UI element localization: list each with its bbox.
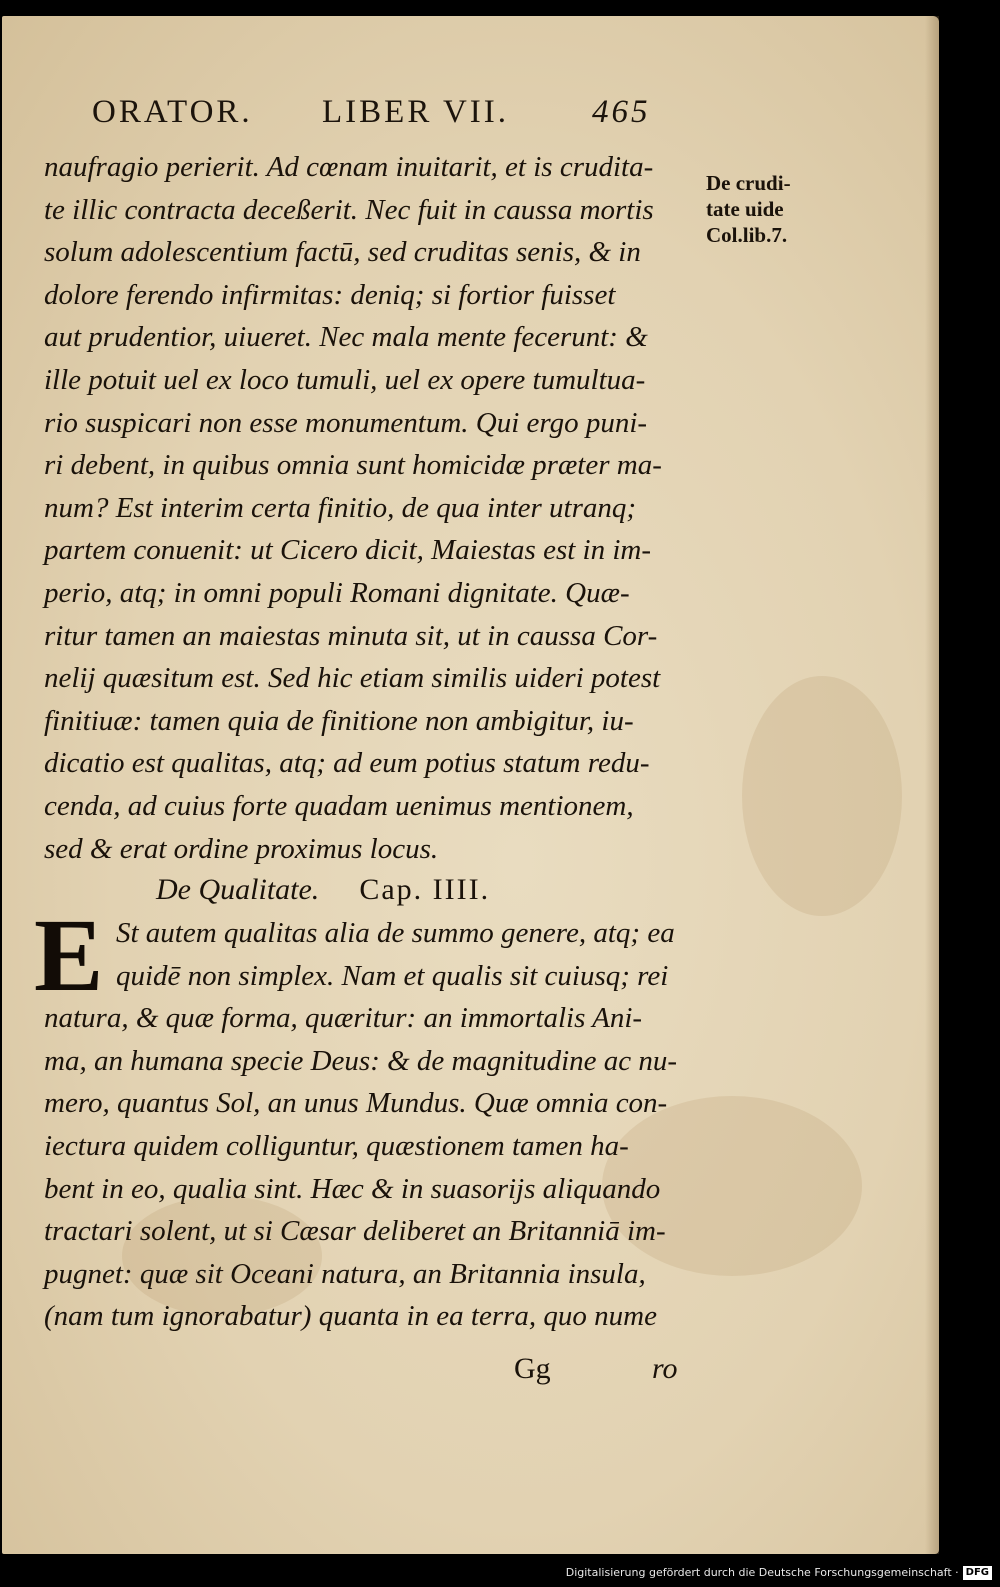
page-edge-shadow (925, 16, 939, 1554)
margin-note-line: De crudi- (706, 171, 791, 195)
text-line: cenda, ad cuius forte quadam uenimus mentionem, (44, 789, 634, 822)
paper-stain (742, 676, 902, 916)
text-line: sed & erat ordine proximus locus. (44, 832, 439, 865)
text-line: ille potuit uel ex loco tumuli, uel ex opere tumultua- (44, 363, 646, 396)
chapter-title: De Qualitate. (156, 873, 320, 906)
footer-text: Digitalisierung gefördert durch die Deutsche Forschungsgemeinschaft · (565, 1566, 959, 1579)
margin-note-line: Col.lib.7. (706, 223, 788, 247)
text-line: dolore ferendo infirmitas: deniq; si fortior fuisset (44, 278, 616, 311)
margin-note (706, 170, 826, 248)
text-line: ri debent, in quibus omnia sunt homicidæ præter ma- (44, 449, 662, 482)
catchword: ro (652, 1352, 678, 1385)
text-line: partem conuenit: ut Cicero dicit, Maiestas est in im- (44, 534, 652, 567)
text-line: perio, atq; in omni populi Romani dignitate. Quæ- (44, 576, 630, 609)
margin-note-line: tate uide (706, 197, 784, 221)
text-line: aut prudentior, uiueret. Nec mala mente fecerunt: & (44, 321, 648, 354)
running-header (92, 94, 692, 140)
running-header-center: LIBER VII. (322, 94, 510, 130)
drop-cap: E (34, 898, 104, 1013)
text-line: bent in eo, qualia sint. Hæc & in suasorijs aliquando (44, 1172, 661, 1205)
text-line: num? Est interim certa finitio, de qua inter utranq; (44, 491, 637, 524)
text-line: te illic contracta deceßerit. Nec fuit in caussa mortis (44, 193, 654, 226)
text-line: mero, quantus Sol, an unus Mundus. Quæ omnia con- (44, 1087, 668, 1120)
text-line: St autem qualitas alia de summo genere, atq; ea (116, 917, 675, 949)
digitization-footer (566, 1563, 992, 1583)
section-text (44, 912, 709, 1338)
text-line: nelij quæsitum est. Sed hic etiam similis uideri potest (44, 662, 661, 695)
text-line: quidē non simplex. Nam et qualis sit cuiusq; rei (116, 959, 669, 992)
text-line: solum adolescentium factū, sed cruditas senis, & in (44, 236, 641, 269)
text-line: iectura quidem colliguntur, quæstionem tamen ha- (44, 1129, 629, 1162)
text-line: dicatio est qualitas, atq; ad eum potius statum redu- (44, 747, 650, 780)
text-line: rio suspicari non esse monumentum. Qui ergo puni- (44, 406, 648, 439)
text-line: ritur tamen an maiestas minuta sit, ut in caussa Cor- (44, 619, 658, 652)
chapter-heading (156, 868, 490, 912)
text-line: ma, an humana specie Deus: & de magnitudine ac nu- (44, 1044, 678, 1077)
running-header-left: ORATOR. (92, 94, 253, 130)
page-number: 465 (592, 94, 651, 130)
signature-mark: Gg (514, 1352, 551, 1385)
text-line: finitiuæ: tamen quia de finitione non ambigitur, iu- (44, 704, 634, 737)
text-line: naufragio perierit. Ad cœnam inuitarit, et is crudita- (44, 151, 654, 183)
chapter-number: Cap. IIII. (359, 873, 491, 906)
text-line: natura, & quæ forma, quæritur: an immortalis Ani- (44, 1002, 643, 1035)
body-text (44, 146, 709, 870)
text-line: pugnet: quæ sit Oceani natura, an Britannia insula, (44, 1257, 646, 1290)
dfg-logo-icon: DFG (963, 1566, 992, 1580)
text-line: tractari solent, ut si Cæsar deliberet an Britanniā im- (44, 1215, 666, 1248)
text-line: (nam tum ignorabatur) quanta in ea terra, quo nume (44, 1300, 657, 1333)
